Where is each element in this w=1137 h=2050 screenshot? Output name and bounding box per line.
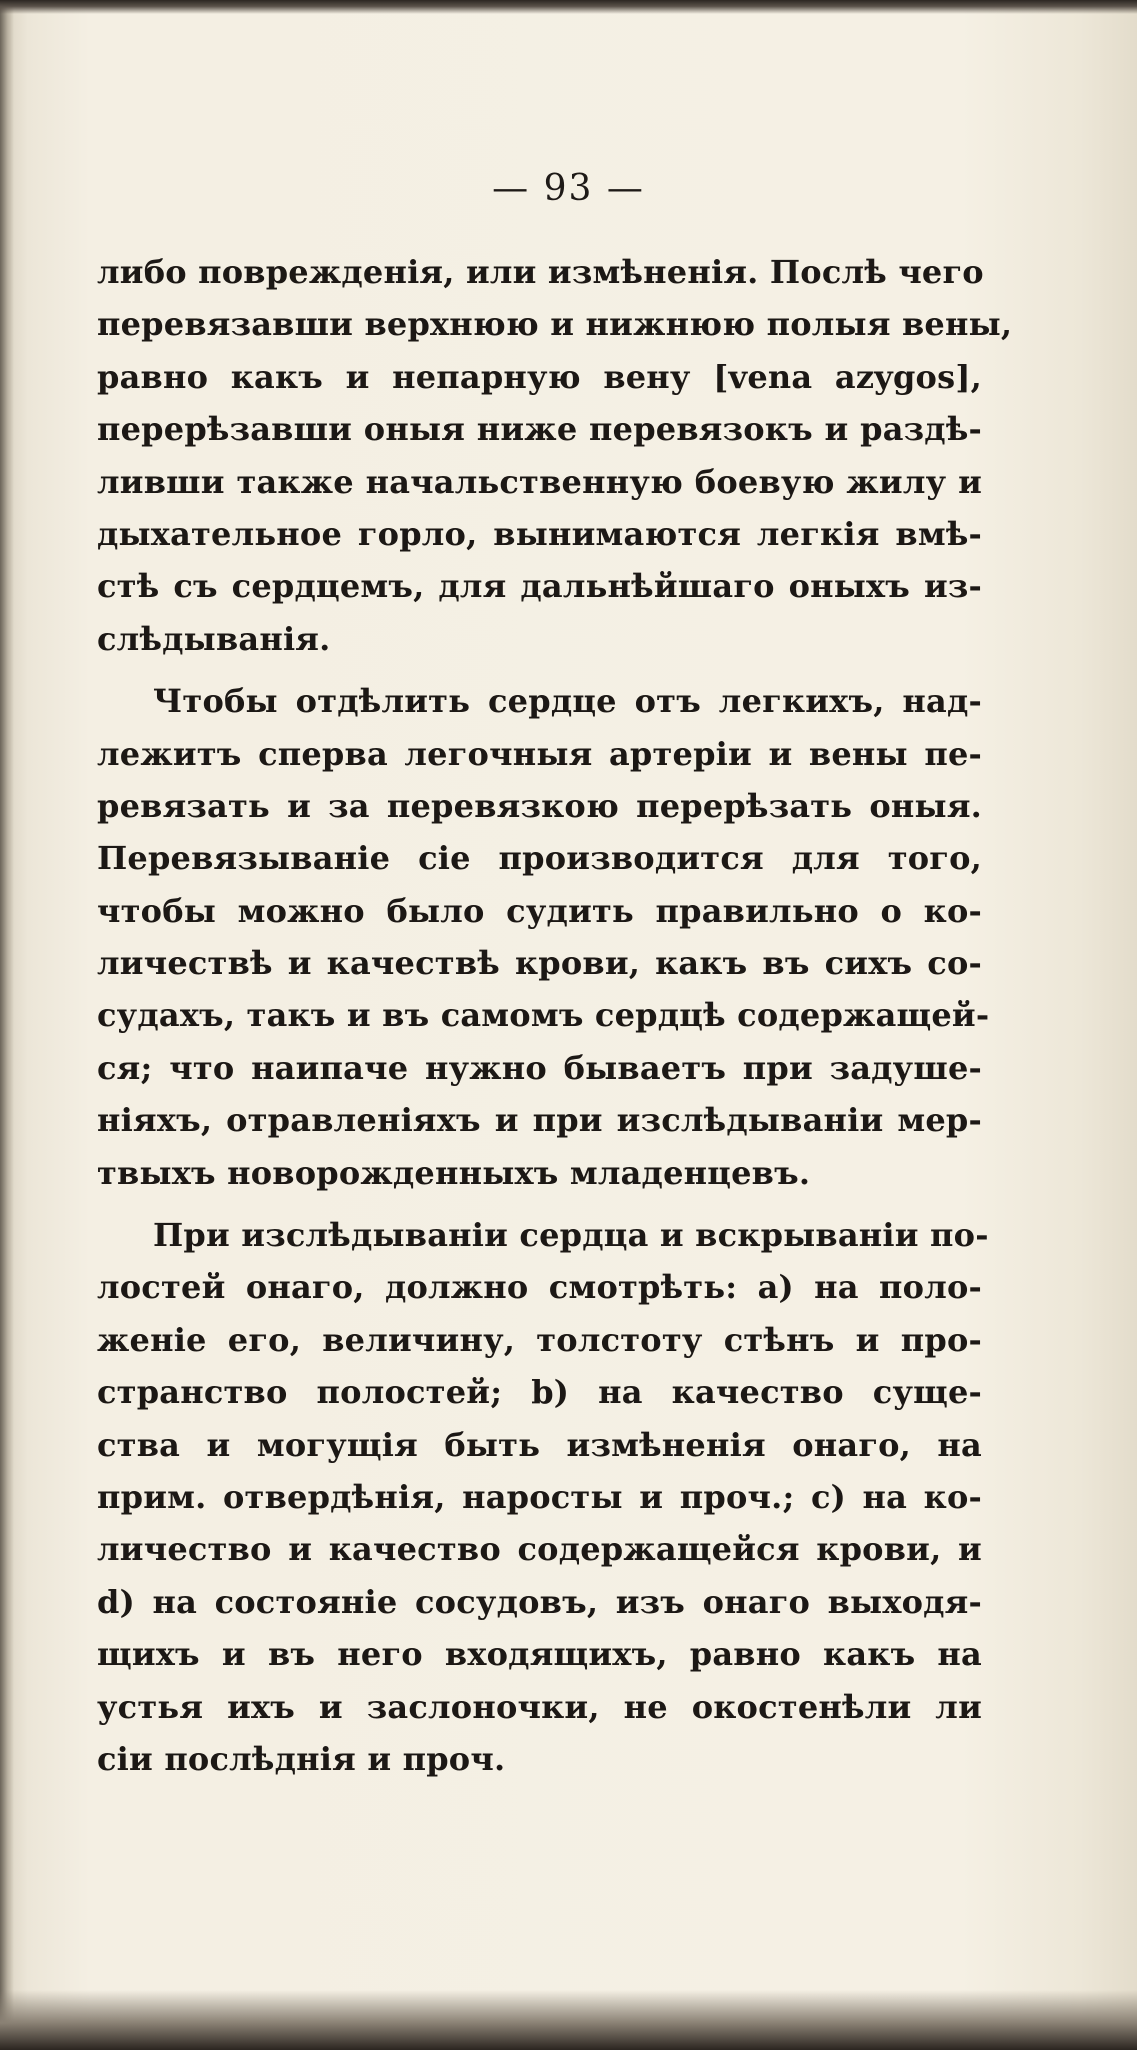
text-line: ливши также начальственную боевую жилу и bbox=[97, 462, 982, 501]
text-line: прим. отвердѣнія, наросты и проч.; c) на ко- bbox=[97, 1477, 982, 1516]
text-line: судахъ, такъ и въ самомъ сердцѣ содержащей- bbox=[97, 996, 990, 1035]
text-line: При изслѣдываніи сердца и вскрываніи по- bbox=[153, 1216, 989, 1255]
text-line: ства и могущія быть измѣненія онаго, на bbox=[97, 1425, 982, 1464]
text-line: Перевязываніе сіе производится для того, bbox=[97, 839, 982, 878]
text-line: личествѣ и качествѣ крови, какъ въ сихъ со- bbox=[97, 944, 982, 983]
text-line: дыхательное горло, вынимаются легкія вмѣ- bbox=[97, 514, 982, 553]
text-line: твыхъ новорожденныхъ младенцевъ. bbox=[97, 1153, 811, 1192]
paragraph-3 bbox=[97, 1209, 989, 1785]
text-line: стѣ съ сердцемъ, для дальнѣйшаго оныхъ из- bbox=[97, 567, 982, 606]
page-number: — 93 — bbox=[492, 168, 645, 209]
text-line: d) на состояніе сосудовъ, изъ онаго выходя- bbox=[97, 1582, 982, 1621]
paragraph-1 bbox=[97, 246, 1013, 665]
page-text bbox=[97, 246, 1013, 1785]
text-line: странство полостей; b) на качество суще- bbox=[97, 1373, 982, 1412]
text-line: ся; что наипаче нужно бываетъ при задуше- bbox=[97, 1048, 982, 1087]
text-line: устья ихъ и заслоночки, не окостенѣли ли bbox=[97, 1687, 982, 1726]
text-line: личество и качество содержащейся крови, и bbox=[97, 1530, 982, 1569]
text-line: лостей онаго, должно смотрѣть: a) на поло- bbox=[97, 1268, 982, 1307]
text-line: сіи послѣднія и проч. bbox=[97, 1739, 506, 1778]
text-line: Чтобы отдѣлить сердце отъ легкихъ, над- bbox=[153, 682, 982, 721]
text-line: слѣдыванія. bbox=[97, 619, 331, 658]
top-edge-shadow bbox=[0, 0, 1137, 14]
text-line: щихъ и въ него входящихъ, равно какъ на bbox=[97, 1635, 982, 1674]
text-line: женіе его, величину, толстоту стѣнъ и про- bbox=[97, 1320, 982, 1359]
text-line: чтобы можно было судить правильно о ко- bbox=[97, 891, 982, 930]
text-line: равно какъ и непарную вену [vena azygos], bbox=[97, 357, 982, 396]
paragraph-2 bbox=[97, 675, 990, 1199]
text-line: лежитъ сперва легочныя артеріи и вены пе- bbox=[97, 734, 982, 773]
binding-shadow bbox=[0, 0, 14, 2050]
text-line: либо поврежденія, или измѣненія. Послѣ чего bbox=[97, 253, 984, 291]
text-line: ніяхъ, отравленіяхъ и при изслѣдываніи мер- bbox=[97, 1101, 982, 1140]
text-line: ревязать и за перевязкою перерѣзать оныя. bbox=[97, 786, 982, 825]
text-line: перерѣзавши оныя ниже перевязокъ и раздѣ- bbox=[97, 410, 982, 449]
bottom-edge-shadow bbox=[0, 1990, 1137, 2050]
text-line: перевязавши верхнюю и нижнюю полыя вены, bbox=[97, 305, 1013, 344]
